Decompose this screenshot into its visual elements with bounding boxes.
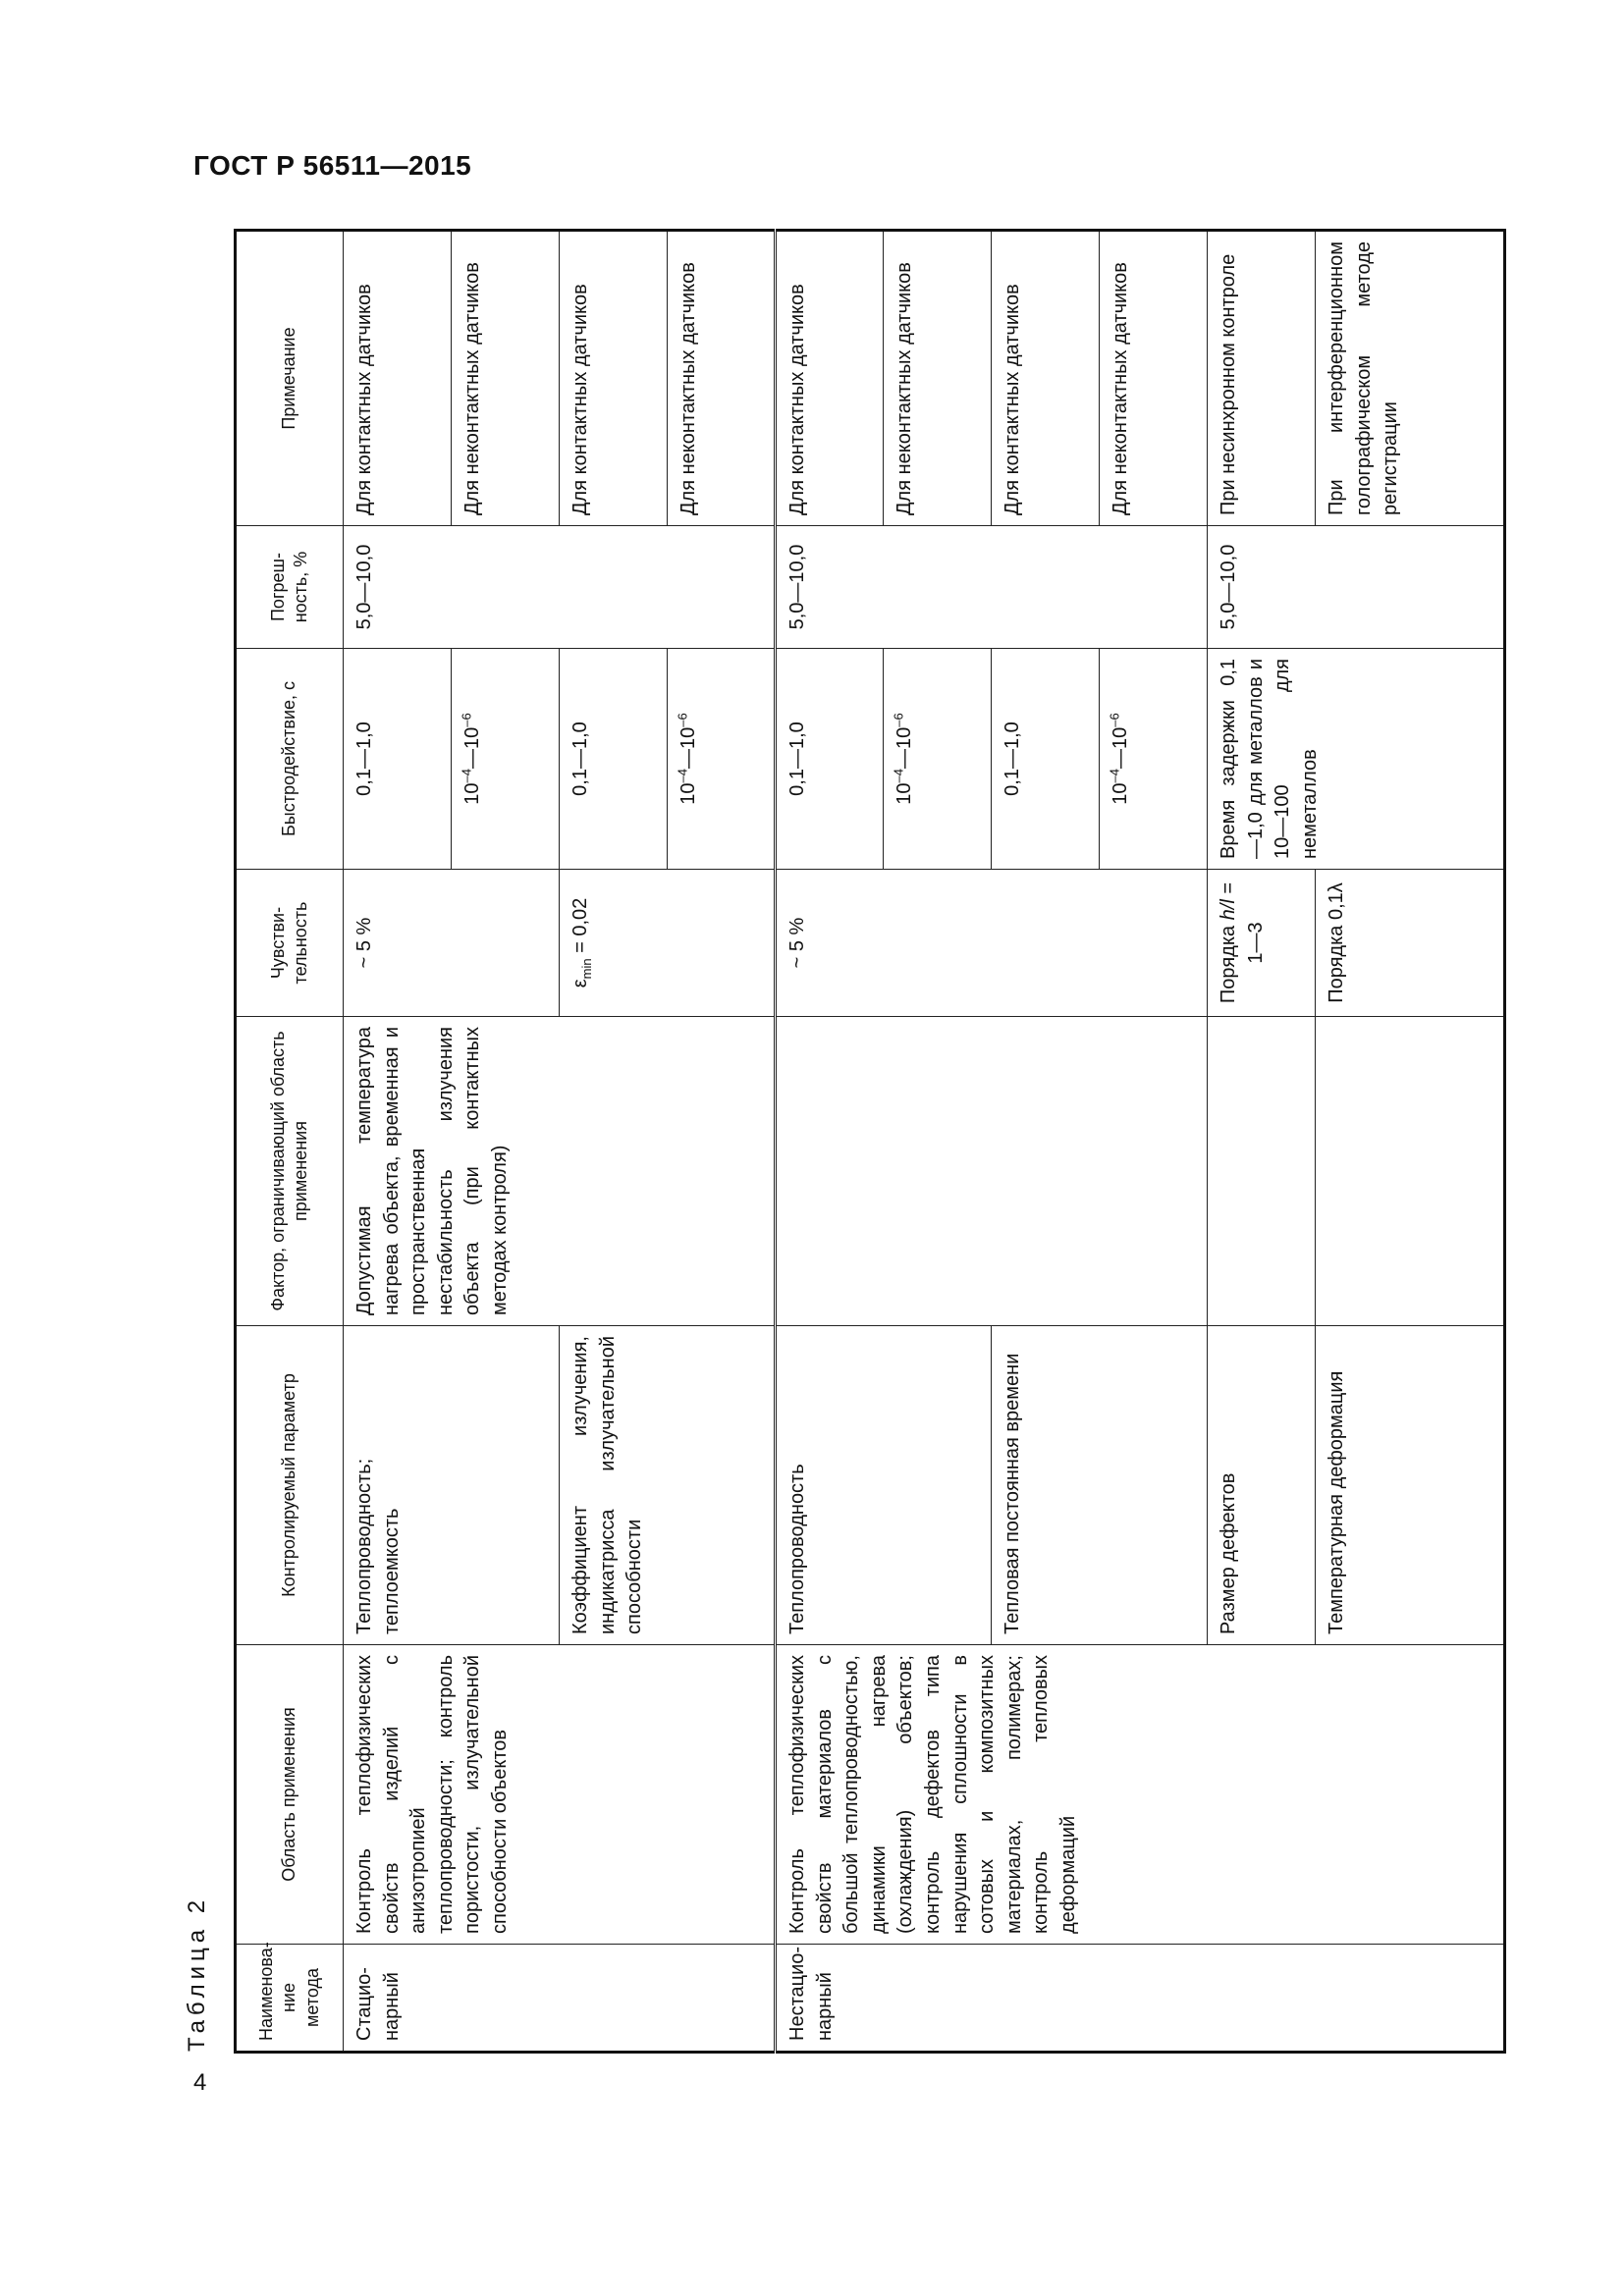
header-method: Наименова-ние метода — [236, 1945, 344, 2053]
speed-stationary-noncontact-2 — [668, 649, 776, 870]
factor-nonstationary — [776, 1017, 1208, 1326]
document-header: ГОСТ Р 56511—2015 — [193, 150, 472, 181]
speed-exp-5: –4 — [891, 769, 906, 783]
speed-exp-8: –6 — [1107, 713, 1122, 727]
speed-exp-7: –4 — [1107, 769, 1122, 783]
factor-nonstationary-4 — [1316, 1017, 1505, 1326]
area-nonstationary: Контроль теплофизических свойств материалов с большой теплопроводностью, динамики нагрева (охлаждения) объектов; контроль дефектов типа нарушения сплошности в сотовых и композитных материалах, полимерах; контроль тепловых деформаций — [776, 1645, 1505, 1945]
header-error: Погреш-ность, % — [236, 526, 344, 649]
epsilon-value: = 0,02 — [569, 897, 591, 959]
sensitivity-stationary-1: ~ 5 % — [344, 870, 560, 1017]
note-stationary-contact-2: Для контактных датчиков — [560, 231, 668, 526]
speed-dash: —10 — [461, 726, 483, 769]
speed-stationary-contact-2: 0,1—1,0 — [560, 649, 668, 870]
rotated-table-container — [234, 232, 1506, 2054]
speed-nonstationary-contact: 0,1—1,0 — [776, 649, 884, 870]
header-area: Область применения — [236, 1645, 344, 1945]
speed-stationary-contact: 0,1—1,0 — [344, 649, 452, 870]
area-stationary: Контроль теплофизических свойств изделий с анизотропией теплопроводности; контроль пористости, излучательной способности объектов — [344, 1645, 776, 1945]
speed-base-2: 10 — [677, 782, 699, 805]
sensitivity-nonstationary-1: ~ 5 % — [776, 870, 1208, 1017]
table-caption: Таблица 2 — [184, 1895, 210, 2052]
sens3-c: = 1—3 — [1218, 881, 1267, 964]
speed-dash-4: —10 — [1110, 726, 1131, 769]
header-speed: Быстродействие, с — [236, 649, 344, 870]
error-nonstationary-1: 5,0—10,0 — [776, 526, 1208, 649]
header-note: Примечание — [236, 231, 344, 526]
speed-base-3: 10 — [893, 782, 915, 805]
param-stationary-2: Коэффициент излучения, индикатрисса излучательной способности — [560, 1326, 776, 1645]
note-stationary-noncontact-2: Для неконтактных датчиков — [668, 231, 776, 526]
table-row — [344, 231, 452, 2053]
speed-nonstationary-noncontact — [884, 649, 992, 870]
sensitivity-nonstationary-4: Порядка 0,1λ — [1316, 870, 1505, 1017]
speed-base-4: 10 — [1110, 782, 1131, 805]
header-sensitivity: Чувстви-тельность — [236, 870, 344, 1017]
methods-table — [234, 229, 1506, 2054]
error-nonstationary-3: 5,0—10,0 — [1208, 526, 1505, 649]
sens3-b: h/l — [1218, 899, 1239, 921]
sensitivity-nonstationary-3 — [1208, 870, 1316, 1017]
note-nonstationary-async: При несинхронном контроле — [1208, 231, 1316, 526]
param-nonstationary-2: Тепловая постоянная времени — [992, 1326, 1208, 1645]
speed-stationary-noncontact — [452, 649, 560, 870]
note-nonstationary-contact: Для контактных датчиков — [776, 231, 884, 526]
speed-dash-3: —10 — [893, 726, 915, 769]
speed-base-1: 10 — [461, 782, 483, 805]
speed-exp-1: –4 — [459, 769, 474, 783]
speed-nonstationary-delay: Время задержки 0,1—1,0 для металлов и 10—100 для неметаллов — [1208, 649, 1505, 870]
table-row — [776, 231, 884, 2053]
note-stationary-contact: Для контактных датчиков — [344, 231, 452, 526]
note-nonstationary-contact-2: Для контактных датчиков — [992, 231, 1100, 526]
param-nonstationary-1: Теплопроводность — [776, 1326, 992, 1645]
speed-exp-6: –6 — [891, 713, 906, 727]
speed-exp-4: –6 — [675, 713, 690, 727]
param-stationary-1: Теплопроводность; теплоемкость — [344, 1326, 560, 1645]
factor-stationary: Допустимая температура нагрева объекта, временная и пространственная нестабильность излучения объекта (при контактных методах контроля) — [344, 1017, 776, 1326]
speed-nonstationary-contact-2: 0,1—1,0 — [992, 649, 1100, 870]
note-nonstationary-holo: При интерференционном голографическом методе регистрации — [1316, 231, 1505, 526]
method-stationary: Стацио-нарный — [344, 1945, 776, 2053]
error-stationary: 5,0—10,0 — [344, 526, 776, 649]
method-nonstationary: Нестацио-нарный — [776, 1945, 1505, 2053]
header-factor: Фактор, ограничивающий область применения — [236, 1017, 344, 1326]
note-nonstationary-noncontact: Для неконтактных датчиков — [884, 231, 992, 526]
speed-exp-3: –4 — [675, 769, 690, 783]
epsilon-sub: min — [579, 958, 594, 980]
table-header-row — [236, 231, 344, 2053]
header-parameter: Контролируемый параметр — [236, 1326, 344, 1645]
note-stationary-noncontact: Для неконтактных датчиков — [452, 231, 560, 526]
speed-nonstationary-noncontact-2 — [1100, 649, 1208, 870]
page-number: 4 — [193, 2069, 207, 2096]
factor-nonstationary-3 — [1208, 1017, 1316, 1326]
speed-dash-2: —10 — [677, 726, 699, 769]
param-nonstationary-3: Размер дефектов — [1208, 1326, 1316, 1645]
sensitivity-stationary-2 — [560, 870, 776, 1017]
note-nonstationary-noncontact-2: Для неконтактных датчиков — [1100, 231, 1208, 526]
speed-exp-2: –6 — [459, 713, 474, 727]
sens3-a: Порядка — [1218, 920, 1239, 1004]
param-nonstationary-4: Температурная деформация — [1316, 1326, 1505, 1645]
epsilon: ε — [569, 979, 591, 988]
